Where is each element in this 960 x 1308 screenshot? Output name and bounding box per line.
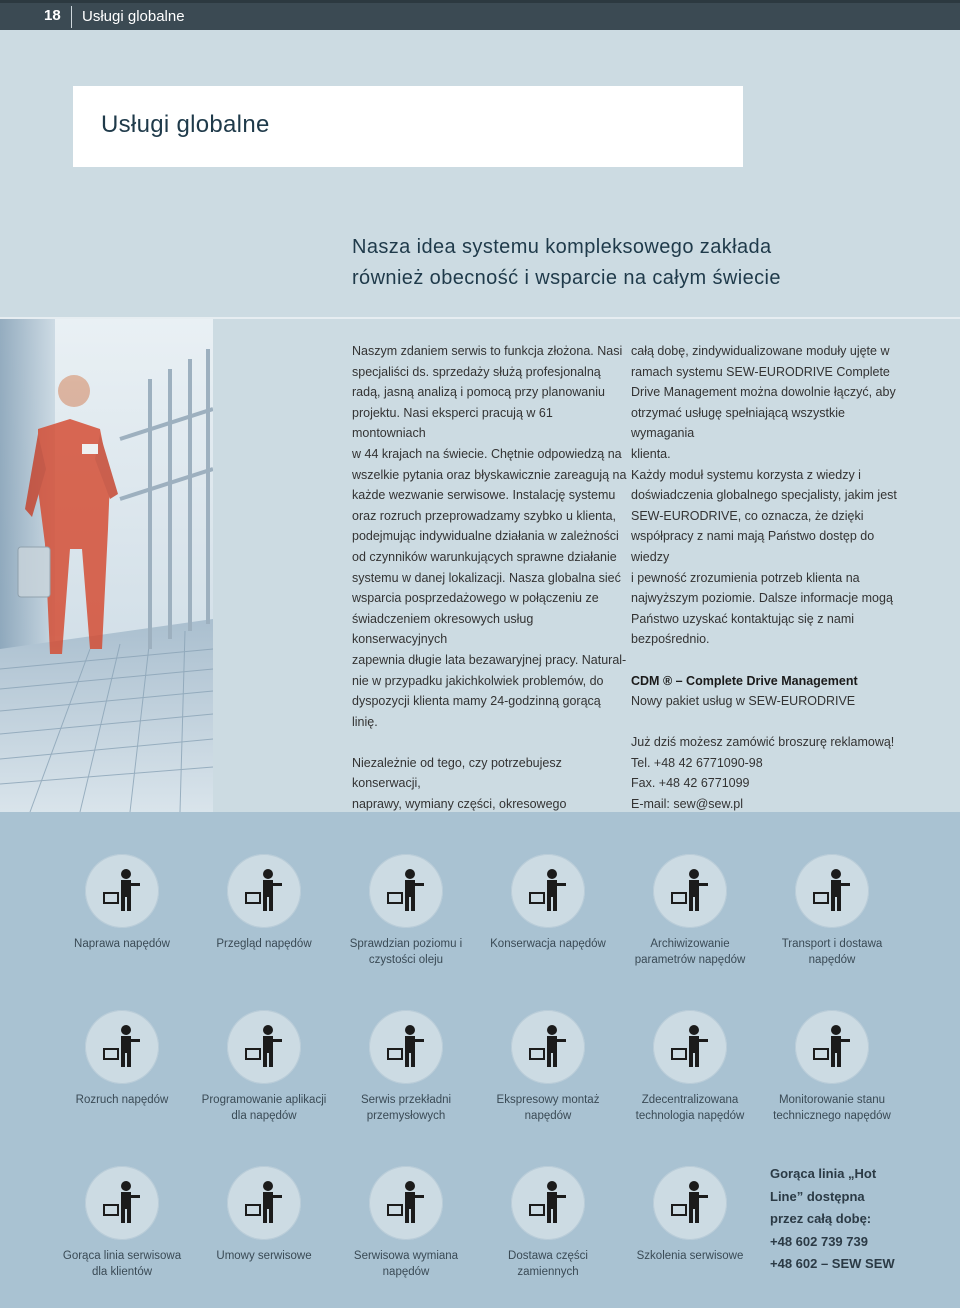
service-label (761, 1092, 903, 1124)
section-name: Usługi globalne (82, 8, 185, 25)
service-label (51, 936, 193, 952)
service-item (193, 1166, 335, 1264)
hotline-icon (85, 1166, 159, 1240)
service-label (51, 1248, 193, 1280)
hotline-line: przez całą dobę: (770, 1211, 872, 1226)
service-label-line: technologia napędów (635, 1110, 745, 1122)
cdm-subtitle: Nowy pakiet usług w SEW-EURODRIVE (631, 694, 856, 709)
service-item (335, 854, 477, 968)
service-technician-photo (0, 319, 213, 812)
text-line: oraz rozruch przeprowadzamy szybko u klienta, (352, 508, 617, 523)
text-line: Każdy moduł systemu korzysta z wiedzy i (631, 467, 861, 482)
service-item (477, 854, 619, 952)
text-line: od czynników warunkujących sprawne działanie (352, 549, 617, 564)
text-line: ramach systemu SEW-EURODRIVE Complete (631, 364, 890, 379)
page-number: 18 (44, 7, 61, 24)
service-label-line: Zdecentralizowana (641, 1094, 739, 1106)
contact-phone: Tel. +48 42 6771090-98 (631, 755, 763, 770)
text-line: wsparcia posprzedażowego w połączeniu ze (352, 591, 599, 606)
service-item (477, 1166, 619, 1280)
service-label (619, 1248, 761, 1264)
service-label (477, 1092, 619, 1124)
service-label-line: Gorąca linia serwisowa (62, 1250, 182, 1262)
cdm-block (631, 671, 911, 712)
text-line: doświadczenia globalnego specjalisty, jakim jest (631, 488, 897, 503)
service-label-line: Szkolenia serwisowe (636, 1250, 744, 1262)
text-line: każde wezwanie serwisowe. Instalację systemu (352, 488, 616, 503)
text-line: Drive Management można dowolnie łączyć, aby (631, 385, 896, 400)
service-item (619, 1166, 761, 1264)
text-line: otrzymać usługę spełniającą wszystkie wymagania (631, 405, 845, 441)
decentralized-icon (653, 1010, 727, 1084)
service-label (335, 936, 477, 968)
spare-parts-icon (511, 1166, 585, 1240)
service-label (51, 1092, 193, 1108)
service-label-line: napędów (808, 954, 856, 966)
contact-block (631, 732, 911, 814)
service-label-line: dla klientów (91, 1266, 153, 1278)
text-line: dyspozycji klienta mamy 24-godzinną gorącą (352, 694, 601, 709)
text-line: zapewnia długie lata bezawaryjnej pracy. Natural- (352, 652, 627, 667)
cdm-title: CDM ® – Complete Drive Management (631, 673, 858, 688)
service-label-line: Sprawdzian poziomu i (349, 938, 463, 950)
service-label-line: Serwisowa wymiana (353, 1250, 459, 1262)
text-line: klienta. (631, 446, 671, 461)
text-line: i pewność zrozumienia potrzeb klienta na (631, 570, 860, 585)
service-label-line: Rozruch napędów (75, 1094, 169, 1106)
text-line: podejmując indywidualne działania w zależności (352, 529, 619, 544)
service-item (619, 854, 761, 968)
maintenance-icon (511, 854, 585, 928)
service-item (193, 854, 335, 952)
gearbox-service-icon (369, 1010, 443, 1084)
service-label-line: Archiwizowanie (650, 938, 730, 950)
service-label (477, 936, 619, 952)
text-line: Naszym zdaniem serwis to funkcja złożona. Nasi (352, 344, 623, 358)
service-label-line: Dostawa części (508, 1250, 588, 1262)
text-line: świadczeniem okresowych usług konserwacyjnych (352, 611, 534, 647)
service-label-line: dla napędów (231, 1110, 297, 1122)
text-line: projektu. Nasi eksperci pracują w 61 montowniach (352, 405, 553, 441)
hotline-line: Line” dostępna (770, 1188, 865, 1204)
startup-icon (85, 1010, 159, 1084)
hotline-line: Gorąca linia „Hot (770, 1166, 877, 1181)
subtitle-line: również obecność i wsparcie na całym świecie (352, 267, 781, 289)
text-line: nie w przypadku jakichkolwiek problemów, do (352, 673, 604, 688)
service-item (477, 1010, 619, 1124)
service-item (193, 1010, 335, 1124)
service-label-line: Transport i dostawa (781, 938, 883, 950)
hotline-info (770, 1163, 940, 1276)
service-label-line: Umowy serwisowe (216, 1250, 312, 1262)
service-label (477, 1248, 619, 1280)
service-item (761, 854, 903, 968)
service-item (51, 1010, 193, 1108)
text-line: radą, jasną analizą i pomocą przy planowaniu (352, 385, 605, 400)
oil-check-icon (369, 854, 443, 928)
service-label-line: zamiennych (517, 1266, 579, 1278)
text-line: linię. (352, 714, 378, 729)
service-label-line: Przegląd napędów (216, 938, 312, 950)
service-label-line: Programowanie aplikacji (201, 1094, 327, 1106)
text-line: Państwo uzyskać kontaktując się z nami (631, 611, 855, 626)
text-line: SEW-EURODRIVE, co oznacza, że dzięki (631, 508, 864, 523)
text-line: specjaliści ds. sprzedaży służą profesjonalną (352, 364, 601, 379)
service-label (619, 936, 761, 968)
page-title: Usługi globalne (101, 111, 270, 138)
subtitle-line: Nasza idea systemu kompleksowego zakłada (352, 236, 772, 258)
service-label-line: napędów (382, 1266, 430, 1278)
header-divider (71, 6, 72, 28)
paragraph (352, 341, 627, 732)
service-label (193, 936, 335, 952)
service-label-line: przemysłowych (366, 1110, 446, 1122)
service-label-line: czystości oleju (368, 954, 444, 966)
service-label (193, 1248, 335, 1264)
text-line: naprawy, wymiany części, okresowego (352, 797, 567, 812)
contact-email: E-mail: sew@sew.pl (631, 797, 744, 812)
programming-icon (227, 1010, 301, 1084)
archive-icon (653, 854, 727, 928)
exchange-icon (369, 1166, 443, 1240)
monitoring-icon (795, 1010, 869, 1084)
text-line: bezpośrednio. (631, 632, 710, 647)
service-label-line: Konserwacja napędów (490, 938, 606, 950)
text-line: współpracy z nami mają Państwo dostęp do wiedzy (631, 529, 875, 564)
text-line: wszelkie pytania oraz błyskawicznie zareagują na (352, 467, 627, 482)
service-label (761, 936, 903, 968)
service-label-line: technicznego napędów (773, 1110, 891, 1122)
inspection-icon (227, 854, 301, 928)
service-item (335, 1010, 477, 1124)
text-column-left (352, 341, 627, 856)
paragraph (631, 341, 911, 650)
hotline-phone: +48 602 739 739 (770, 1233, 868, 1249)
service-label-line: Ekspresowy montaż (496, 1094, 600, 1106)
text-line: w 44 krajach na świecie. Chętnie odpowiedzą na (352, 446, 622, 461)
service-label (193, 1092, 335, 1124)
page-header-bar (0, 0, 960, 30)
service-label (335, 1092, 477, 1124)
contract-icon (227, 1166, 301, 1240)
service-item (51, 854, 193, 952)
contact-line: Już dziś możesz zamówić broszurę reklamową! (631, 735, 895, 750)
service-label-line: Monitorowanie stanu (778, 1094, 886, 1106)
repair-icon (85, 854, 159, 928)
subtitle (352, 232, 781, 294)
contact-fax: Fax. +48 42 6771099 (631, 776, 750, 791)
service-label-line: Naprawa napędów (74, 938, 170, 950)
training-icon (653, 1166, 727, 1240)
service-item (619, 1010, 761, 1124)
hotline-phone: +48 602 – SEW SEW (770, 1256, 895, 1271)
text-line: całą dobę, zindywidualizowane moduły ujęte w (631, 344, 890, 358)
text-line: najwyższym poziomie. Dalsze informacje mogą (631, 591, 893, 606)
title-box (73, 86, 743, 167)
text-line: systemu w danej lokalizacji. Nasza globalna sieć (352, 570, 621, 585)
express-assembly-icon (511, 1010, 585, 1084)
service-item (761, 1010, 903, 1124)
service-item (51, 1166, 193, 1280)
service-label-line: parametrów napędów (634, 954, 746, 966)
service-label-line: Serwis przekładni (360, 1094, 452, 1106)
service-label-line: napędów (524, 1110, 572, 1122)
text-column-right (631, 341, 911, 815)
text-line: Niezależnie od tego, czy potrzebujesz konserwacji, (352, 755, 562, 791)
transport-icon (795, 854, 869, 928)
service-label (619, 1092, 761, 1124)
service-item (335, 1166, 477, 1280)
service-label (335, 1248, 477, 1280)
